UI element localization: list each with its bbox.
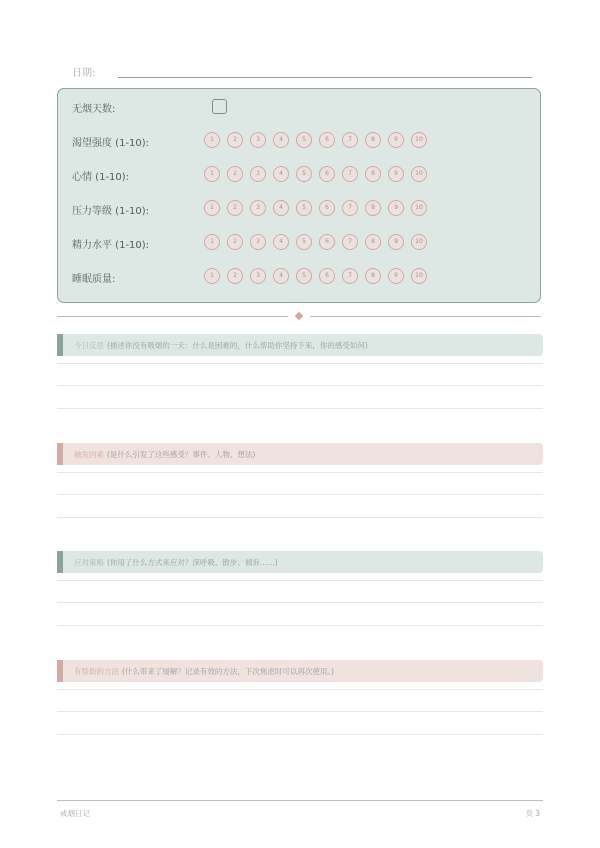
- rating-circle-5[interactable]: 5: [296, 166, 312, 182]
- rating-circle-10[interactable]: 10: [411, 200, 427, 216]
- writing-line[interactable]: [57, 580, 543, 581]
- rating-circle-3[interactable]: 3: [250, 166, 266, 182]
- footer-journal-title: 戒烟日记: [60, 809, 90, 818]
- row-label: 渴望强度 (1-10):: [72, 138, 150, 149]
- writing-line[interactable]: [57, 408, 543, 409]
- writing-line[interactable]: [57, 625, 543, 626]
- section-title: 有帮助的方法: [74, 667, 119, 676]
- writing-line[interactable]: [57, 711, 543, 712]
- diamond-ornament-icon: [295, 312, 303, 320]
- divider-line-right: [310, 316, 541, 317]
- writing-line[interactable]: [57, 517, 543, 518]
- section-accent-bar: [57, 443, 63, 465]
- rating-circle-3[interactable]: 3: [250, 268, 266, 284]
- writing-line[interactable]: [57, 363, 543, 364]
- rating-circle-10[interactable]: 10: [411, 234, 427, 250]
- row-label: 精力水平 (1-10):: [72, 240, 150, 251]
- rating-circle-9[interactable]: 9: [388, 132, 404, 148]
- writing-line[interactable]: [57, 602, 543, 603]
- rating-circle-6[interactable]: 6: [319, 268, 335, 284]
- writing-line[interactable]: [57, 689, 543, 690]
- rating-circle-9[interactable]: 9: [388, 234, 404, 250]
- rating-circle-5[interactable]: 5: [296, 200, 312, 216]
- rating-circle-6[interactable]: 6: [319, 234, 335, 250]
- craving-intensity-row: [58, 131, 540, 151]
- rating-circle-4[interactable]: 4: [273, 268, 289, 284]
- ornament-divider: [57, 312, 541, 322]
- row-label: 压力等级 (1-10):: [72, 206, 150, 217]
- rating-circle-7[interactable]: 7: [342, 166, 358, 182]
- sleep-quality-row: [58, 267, 540, 287]
- rating-circle-4[interactable]: 4: [273, 132, 289, 148]
- divider-line-left: [57, 316, 288, 317]
- rating-circle-8[interactable]: 8: [365, 268, 381, 284]
- rating-circle-9[interactable]: 9: [388, 200, 404, 216]
- rating-circle-7[interactable]: 7: [342, 234, 358, 250]
- rating-circle-9[interactable]: 9: [388, 166, 404, 182]
- rating-circle-2[interactable]: 2: [227, 234, 243, 250]
- section-title: 触发因素: [74, 450, 104, 459]
- rating-circle-5[interactable]: 5: [296, 132, 312, 148]
- section-subtitle: (是什么引发了这些感受？事件、人物、想法): [107, 450, 256, 459]
- rating-circle-10[interactable]: 10: [411, 268, 427, 284]
- rating-circle-4[interactable]: 4: [273, 200, 289, 216]
- rating-circle-2[interactable]: 2: [227, 166, 243, 182]
- rating-circle-2[interactable]: 2: [227, 200, 243, 216]
- date-label: 日期:: [72, 68, 96, 79]
- smoke-free-days-checkbox[interactable]: [212, 99, 227, 114]
- footer-page-number: 页 3: [525, 809, 540, 818]
- rating-circle-1[interactable]: 1: [204, 268, 220, 284]
- rating-circle-7[interactable]: 7: [342, 200, 358, 216]
- section-subtitle: (描述你没有吸烟的一天：什么是困难的，什么帮助你坚持下来，你的感受如何): [107, 341, 368, 350]
- rating-circle-4[interactable]: 4: [273, 234, 289, 250]
- rating-circle-4[interactable]: 4: [273, 166, 289, 182]
- rating-circle-6[interactable]: 6: [319, 200, 335, 216]
- rating-circle-5[interactable]: 5: [296, 234, 312, 250]
- footer-divider: [57, 800, 543, 801]
- writing-line[interactable]: [57, 472, 543, 473]
- section-subtitle: (什么带来了缓解？记录有效的方法，下次焦虑时可以再次使用。): [122, 667, 335, 676]
- writing-line[interactable]: [57, 494, 543, 495]
- rating-circle-2[interactable]: 2: [227, 132, 243, 148]
- rating-circle-5[interactable]: 5: [296, 268, 312, 284]
- row-label: 睡眠质量:: [72, 274, 116, 285]
- rating-circle-1[interactable]: 1: [204, 132, 220, 148]
- section-triggers: [57, 443, 543, 465]
- rating-circle-3[interactable]: 3: [250, 132, 266, 148]
- smoke-free-days-label: 无烟天数:: [72, 104, 116, 115]
- rating-circle-8[interactable]: 8: [365, 132, 381, 148]
- section-title: 今日反思: [74, 341, 104, 350]
- section-header: [57, 443, 543, 465]
- daily-tracker-box: [57, 88, 541, 303]
- writing-line[interactable]: [57, 385, 543, 386]
- section-accent-bar: [57, 660, 63, 682]
- rating-circle-3[interactable]: 3: [250, 200, 266, 216]
- section-accent-bar: [57, 334, 63, 356]
- mood-row: [58, 165, 540, 185]
- rating-circle-10[interactable]: 10: [411, 166, 427, 182]
- rating-circle-8[interactable]: 8: [365, 234, 381, 250]
- rating-circle-2[interactable]: 2: [227, 268, 243, 284]
- date-write-line[interactable]: [118, 77, 532, 78]
- date-row: [72, 62, 532, 80]
- rating-circle-1[interactable]: 1: [204, 166, 220, 182]
- energy-level-row: [58, 233, 540, 253]
- rating-circle-9[interactable]: 9: [388, 268, 404, 284]
- section-header: [57, 660, 543, 682]
- writing-line[interactable]: [57, 734, 543, 735]
- rating-circle-6[interactable]: 6: [319, 166, 335, 182]
- rating-circle-8[interactable]: 8: [365, 166, 381, 182]
- section-helpful-methods: [57, 660, 543, 682]
- section-header: [57, 551, 543, 573]
- rating-circle-7[interactable]: 7: [342, 268, 358, 284]
- section-reflection: [57, 334, 543, 356]
- section-title: 应对策略: [74, 558, 104, 567]
- rating-circle-3[interactable]: 3: [250, 234, 266, 250]
- smoke-free-days-row: [58, 97, 540, 117]
- rating-circle-10[interactable]: 10: [411, 132, 427, 148]
- section-accent-bar: [57, 551, 63, 573]
- rating-circle-6[interactable]: 6: [319, 132, 335, 148]
- rating-circle-1[interactable]: 1: [204, 234, 220, 250]
- rating-circle-8[interactable]: 8: [365, 200, 381, 216]
- rating-circle-7[interactable]: 7: [342, 132, 358, 148]
- stress-level-row: [58, 199, 540, 219]
- section-header: [57, 334, 543, 356]
- section-coping-strategies: [57, 551, 543, 573]
- row-label: 心情 (1-10):: [72, 172, 130, 183]
- rating-circle-1[interactable]: 1: [204, 200, 220, 216]
- section-subtitle: (你用了什么方式来应对？深呼吸、散步、倾诉……): [107, 558, 278, 567]
